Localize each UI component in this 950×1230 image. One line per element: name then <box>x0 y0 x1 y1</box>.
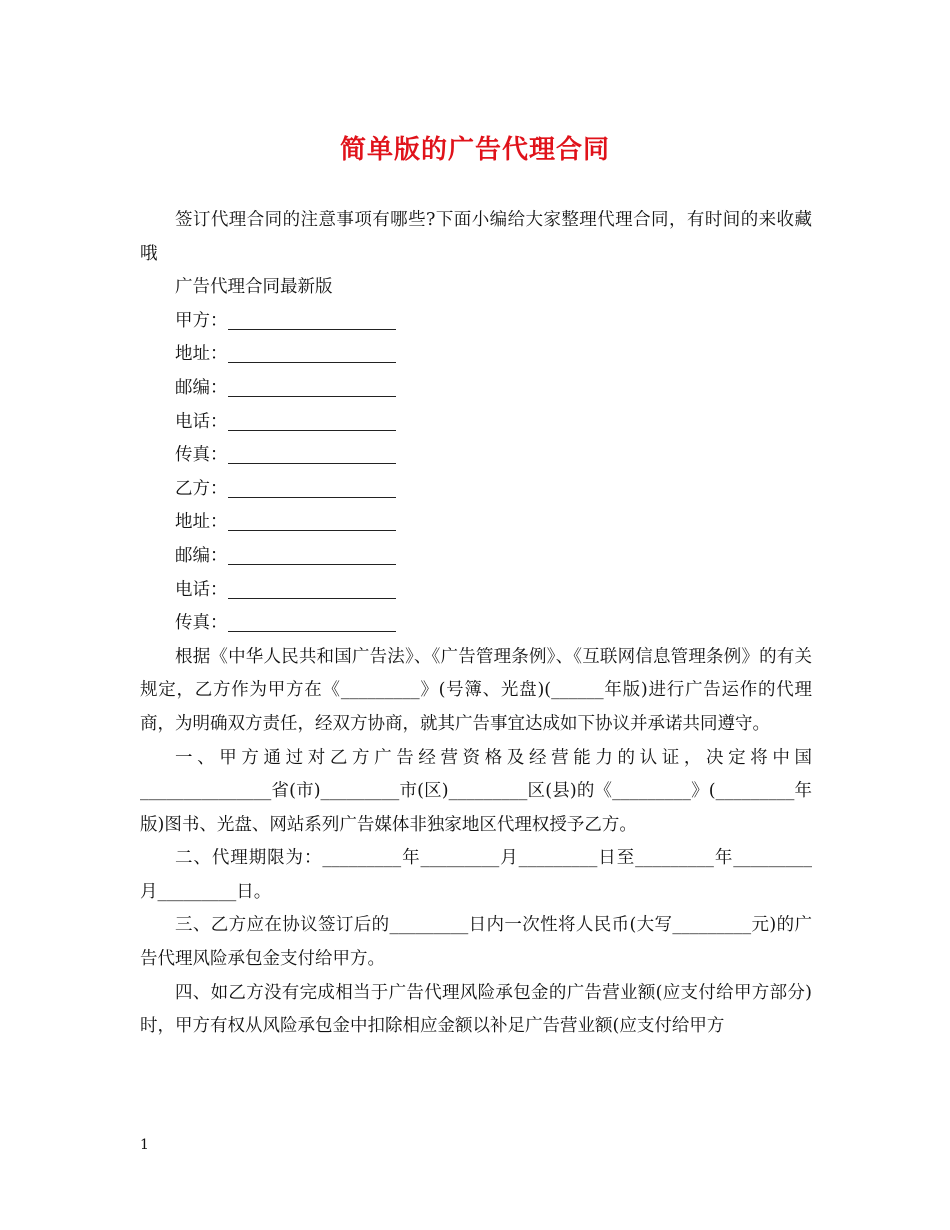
party-a-address-field <box>140 338 812 372</box>
party-a-phone-blank <box>228 410 396 431</box>
page-number: 1 <box>140 1137 149 1153</box>
party-a-fax-field <box>140 439 812 473</box>
party-b-fax-field <box>140 607 812 641</box>
party-b-phone-label: 电话： <box>175 579 228 600</box>
party-b-phone-blank <box>228 578 396 599</box>
party-b-postcode-blank <box>228 544 396 565</box>
party-b-name-field <box>140 473 812 507</box>
document-title: 简单版的广告代理合同 <box>339 135 610 165</box>
party-b-address-field <box>140 506 812 540</box>
preamble-paragraph: 根据《中华人民共和国广告法》、《广告管理条例》、《互联网信息管理条例》的有关规定，乙方作为甲方在《_________》(号簿、光盘)(______年版)进行广告运作的代理商，为明确双方责任，经双方协商，就其广告事宜达成如下协议并承诺共同遵守。 <box>140 646 812 734</box>
party-b-address-blank <box>228 510 396 531</box>
party-a-postcode-blank <box>228 376 396 397</box>
party-a-name-label: 甲方： <box>175 310 228 331</box>
party-a-name-field <box>140 305 812 339</box>
party-a-fax-label: 传真： <box>175 445 228 466</box>
party-b-fax-blank <box>228 611 396 632</box>
clause-2: 二、代理期限为：_________年_________月_________日至_________年_________月_________日。 <box>140 848 812 902</box>
party-b-postcode-field <box>140 540 812 574</box>
intro-paragraph: 签订代理合同的注意事项有哪些?下面小编给大家整理代理合同，有时间的来收藏哦 <box>140 210 812 264</box>
clause-4: 四、如乙方没有完成相当于广告代理风险承包金的广告营业额(应支付给甲方部分)时，甲方有权从风险承包金中扣除相应金额以补足广告营业额(应支付给甲方 <box>140 982 812 1037</box>
party-a-fax-blank <box>228 443 396 464</box>
subtitle: 广告代理合同最新版 <box>175 277 333 298</box>
party-a-postcode-field <box>140 372 812 406</box>
party-b-address-label: 地址： <box>175 512 228 533</box>
party-a-phone-field <box>140 406 812 440</box>
party-a-phone-label: 电话： <box>175 411 228 432</box>
document-body <box>140 204 812 1044</box>
party-b-fax-label: 传真： <box>175 613 228 634</box>
party-b-postcode-label: 邮编： <box>175 545 228 566</box>
party-b-name-blank <box>228 477 396 498</box>
party-a-address-blank <box>228 342 396 363</box>
clause-1: 一、甲方通过对乙方广告经营资格及经营能力的认证，决定将中国_______________省(市)_________市(区)_________区(县)的《_________》(_________年版)图书、光盘、网站系列广告媒体非独家地区代理权授予乙方。 <box>140 747 812 835</box>
party-a-address-label: 地址： <box>175 344 228 365</box>
party-a-postcode-label: 邮编： <box>175 377 228 398</box>
party-b-name-label: 乙方： <box>175 478 228 499</box>
clause-3: 三、乙方应在协议签订后的_________日内一次性将人民币(大写_________元)的广告代理风险承包金支付给甲方。 <box>140 915 812 970</box>
party-a-name-blank <box>228 309 396 330</box>
party-b-phone-field <box>140 574 812 608</box>
